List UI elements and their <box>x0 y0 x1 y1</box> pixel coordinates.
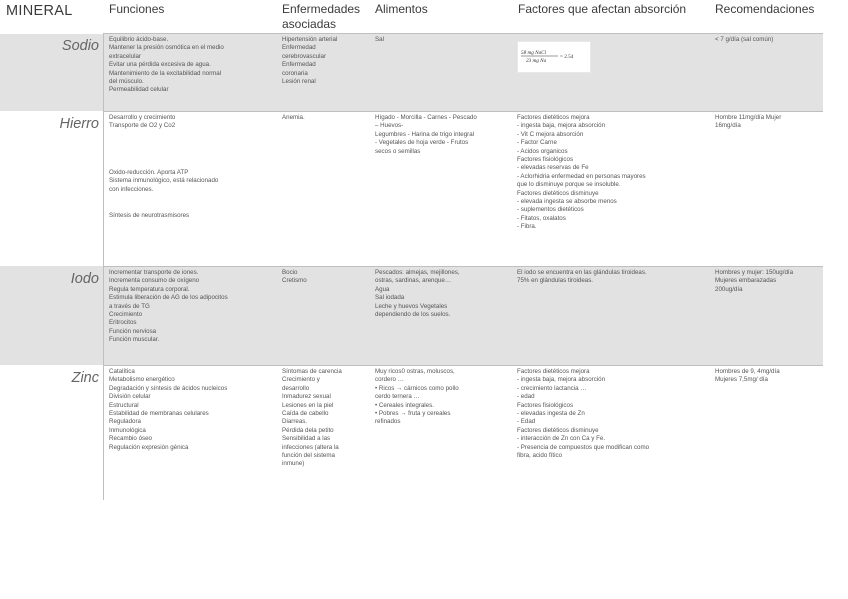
zinc-funciones-line: Metabolismo energético <box>109 376 175 384</box>
header-enfermedades-line2: asociadas <box>282 17 337 31</box>
mineral-label-hierro: Hierro <box>59 116 99 132</box>
sodio-recomendaciones-line: < 7 g/día (sal común) <box>715 36 774 43</box>
zinc-alimentos-line: cerdo ternera … <box>375 393 420 401</box>
zinc-factores-line: - Presencia de compuestos que modifican como <box>517 443 650 451</box>
zinc-enfermedades-line: Crecimiento y <box>282 376 320 384</box>
hierro-factores-line: Factores dietéticos mejora <box>517 114 590 121</box>
hierro-alimentos-line: secos o semillas <box>375 147 421 155</box>
zinc-funciones-line: Recambio óseo <box>109 435 152 443</box>
iodo-alimentos-line: dependiendo de los suelos. <box>375 311 451 319</box>
iodo-factores-line: 75% en glándulas tiroideas. <box>517 277 594 285</box>
hierro-funciones-b <box>109 169 218 194</box>
iodo-funciones-line: Incrementa consumo de oxígeno <box>109 277 200 285</box>
hierro-factores-line: Factores fisiológicos <box>517 156 574 164</box>
zinc-factores-line: - elevadas ingesta de Zn <box>517 410 585 418</box>
iodo-funciones-line: Crecimiento <box>109 311 143 319</box>
zinc-alimentos-line: • Cereales integrales. <box>375 401 434 409</box>
sodio-enfermedades-line: cerebrovascular <box>282 52 327 60</box>
hierro-factores-line: Factores dietéticos disminuye <box>517 189 599 197</box>
formula-numerator: 58 mg NaCl <box>521 50 547 56</box>
iodo-factores-line: El iodo se encuentra en las glándulas tiroideas. <box>517 269 647 276</box>
row-divider <box>103 266 823 267</box>
iodo-funciones-line: Estimula liberación de AG de los adipocitos <box>109 294 228 302</box>
sodio-enfermedades-line: Enfermedad <box>282 61 316 69</box>
zinc-funciones-line: Estabilidad de membranas celulares <box>109 410 209 418</box>
formula-denominator: 23 mg Na <box>526 58 547 64</box>
sodio-recomendaciones <box>715 36 773 44</box>
iodo-factores <box>517 269 647 286</box>
hierro-alimentos-line: - Vegetales de hoja verde - Frutos <box>375 139 469 147</box>
mineral-label-zinc: Zinc <box>71 370 99 386</box>
mineral-label-iodo: Iodo <box>70 271 99 287</box>
hierro-factores-line: - elevada ingesta se absorbe menos <box>517 198 617 206</box>
hierro-alimentos <box>375 114 477 156</box>
zinc-enfermedades-line: inmune) <box>282 460 305 468</box>
hierro-factores-line: - Aclorhidria enfermedad en personas mayores <box>517 172 646 180</box>
iodo-recomendaciones-line: 200ug/día <box>715 285 743 293</box>
sodio-enfermedades-line: coronaria <box>282 69 308 77</box>
zinc-factores-line: - ingesta baja, mejora absorción <box>517 376 606 384</box>
sodio-formula-image <box>517 41 591 73</box>
zinc-factores-line: Factores dietéticos disminuye <box>517 426 599 434</box>
hierro-funciones-a <box>109 114 175 131</box>
zinc-alimentos-line: • Ricos → cárnicos como pollo <box>375 384 459 392</box>
zinc-funciones-line: Degradación y síntesis de ácidos nucleicos <box>109 384 228 392</box>
sodio-enfermedades-line: Lesión renal <box>282 78 316 86</box>
zinc-factores-line: - crecimiento lactancia … <box>517 384 587 392</box>
hierro-funciones-line: con infecciones. <box>109 185 154 193</box>
hierro-recomendaciones-line: 16mg/día <box>715 122 741 130</box>
hierro-alimentos-line: Legumbres - Harina de trigo integral <box>375 130 475 138</box>
hierro-factores-line: - elevadas reservas de Fe <box>517 164 589 172</box>
iodo-enfermedades-line: Bocio <box>282 269 298 276</box>
iodo-alimentos <box>375 269 460 319</box>
zinc-enfermedades-line: Caída de cabello <box>282 410 329 418</box>
zinc-enfermedades-line: desarrollo <box>282 384 310 392</box>
zinc-enfermedades-line: Lesiones en la piel <box>282 401 334 409</box>
zinc-enfermedades-line: Síntomas de carencia <box>282 368 342 375</box>
iodo-funciones-line: Regula temperatura corporal. <box>109 285 190 293</box>
sodio-funciones-line: Permeabilidad celular <box>109 86 169 94</box>
mineral-label-sodio: Sodio <box>61 38 99 54</box>
zinc-alimentos-line: Muy ricos0 ostras, moluscos, <box>375 368 455 375</box>
zinc-funciones-line: Regulación expresión génica <box>109 443 189 451</box>
zinc-funciones-line: División celular <box>109 393 151 401</box>
zinc-factores-line: Factores dietéticos mejora <box>517 368 590 375</box>
hierro-funciones-line: Desarrollo y crecimiento <box>109 114 176 121</box>
sodio-enfermedades-line: Enfermedad <box>282 44 316 52</box>
hierro-funciones-line: Síntesis de neurotrasmisores <box>109 212 190 219</box>
zinc-enfermedades-line: infecciones (altera la <box>282 443 339 451</box>
hierro-funciones-line: Transporte de O2 y Co2 <box>109 122 176 130</box>
zinc-alimentos-line: cordero … <box>375 376 404 384</box>
hierro-funciones-line: Sistema inmunológico, está relacionado <box>109 177 219 185</box>
hierro-factores-line: - ingesta baja, mejora absorción <box>517 122 606 130</box>
zinc-alimentos-line: refinados <box>375 418 401 426</box>
header-recomendaciones: Recomendaciones <box>715 2 815 16</box>
iodo-funciones-line: Función muscular. <box>109 336 160 344</box>
iodo-alimentos-line: Leche y huevos Vegetales <box>375 302 448 310</box>
zinc-enfermedades-line: Inmadurez sexual <box>282 393 331 401</box>
zinc-factores <box>517 368 649 460</box>
iodo-funciones-line: Eritrocitos <box>109 319 137 327</box>
sodio-enfermedades <box>282 36 337 86</box>
zinc-recomendaciones-line: Mujeres 7,5mg/ día <box>715 376 768 384</box>
zinc-funciones <box>109 368 227 452</box>
hierro-recomendaciones-line: Hombre 11mg/día Mujer <box>715 114 782 121</box>
zinc-factores-line: - Edad <box>517 418 536 426</box>
zinc-enfermedades-line: función del sistema <box>282 452 335 460</box>
sodio-alimentos <box>375 36 384 44</box>
hierro-enfermedades-line: Anemia. <box>282 114 305 121</box>
zinc-enfermedades-line: Sensibilidad a las <box>282 435 331 443</box>
hierro-funciones-line: Oxido-reducción. Aporta ATP <box>109 169 189 176</box>
hierro-alimentos-line: – Huevos- <box>375 122 404 130</box>
zinc-factores-line: fibra, acido fítico <box>517 452 563 460</box>
iodo-funciones-line: a través de TG <box>109 302 150 310</box>
header-alimentos: Alimentos <box>375 2 428 16</box>
sodio-alimentos-line: Sal <box>375 36 384 43</box>
sodio-funciones-line: del músculo. <box>109 78 144 86</box>
zinc-alimentos-line: • Pobres → fruta y cereales <box>375 410 451 418</box>
zinc-alimentos <box>375 368 459 427</box>
hierro-factores-line: - Factor Carne <box>517 139 557 147</box>
hierro-alimentos-line: Hígado - Morcilla - Carnes - Pescado <box>375 114 477 121</box>
iodo-alimentos-line: Sal iodada <box>375 294 405 302</box>
header-enfermedades <box>282 2 360 32</box>
iodo-alimentos-line: Agua <box>375 285 390 293</box>
hierro-factores <box>517 114 646 232</box>
zinc-factores-line: - edad <box>517 393 535 401</box>
sodio-funciones-line: Equilibrio ácido-base. <box>109 36 169 43</box>
zinc-recomendaciones-line: Hombres de 9, 4mg/día <box>715 368 780 375</box>
header-mineral: MINERAL <box>6 3 73 19</box>
row-divider <box>103 33 823 34</box>
zinc-enfermedades <box>282 368 342 469</box>
hierro-recomendaciones <box>715 114 781 131</box>
row-divider <box>103 365 823 366</box>
hierro-factores-line: - Fitatos, oxalatos <box>517 214 566 222</box>
sodio-funciones-line: extracelular <box>109 52 141 60</box>
header-enfermedades-line1: Enfermedades <box>282 2 361 16</box>
header-funciones: Funciones <box>109 2 165 16</box>
sodio-enfermedades-line: Hipertensión arterial <box>282 36 338 43</box>
sodio-funciones-line: Mantener la presión osmótica en el medio <box>109 44 224 52</box>
row-divider <box>103 111 823 112</box>
zinc-funciones-line: Estructural <box>109 401 139 409</box>
header-factores: Factores que afectan absorción <box>518 2 687 16</box>
iodo-recomendaciones-line: Mujeres embarazadas <box>715 277 777 285</box>
iodo-funciones-line: Incrementar transporte de iones. <box>109 269 199 276</box>
iodo-alimentos-line: Pescados: almejas, mejillones, <box>375 269 460 276</box>
iodo-recomendaciones-line: Hombres y mujer: 150ug/día <box>715 269 794 276</box>
sodio-funciones <box>109 36 224 95</box>
zinc-recomendaciones <box>715 368 780 385</box>
hierro-funciones-c <box>109 212 189 220</box>
sodio-funciones-line: Mantenimiento de la excitabilidad normal <box>109 69 222 77</box>
zinc-funciones-line: Reguladora <box>109 418 141 426</box>
zinc-enfermedades-line: Pérdida dela petito <box>282 426 334 434</box>
zinc-funciones-line: Catalítica <box>109 368 135 375</box>
hierro-factores-line: - Fibra. <box>517 223 537 231</box>
iodo-enfermedades-line: Cretismo <box>282 277 307 285</box>
hierro-factores-line: - Vit C mejora absorción <box>517 130 584 138</box>
zinc-enfermedades-line: Diarreas. <box>282 418 308 426</box>
iodo-funciones-line: Función nerviosa <box>109 327 157 335</box>
iodo-recomendaciones <box>715 269 793 294</box>
formula-result: = 2.54 <box>560 54 574 60</box>
hierro-factores-line: que lo disminuye porque se insoluble. <box>517 181 621 189</box>
hierro-factores-line: - suplementos dietéticos <box>517 206 584 214</box>
zinc-factores-line: - interacción de Zn con Ca y Fe. <box>517 435 606 443</box>
zinc-funciones-line: Inmunológica <box>109 426 146 434</box>
hierro-enfermedades <box>282 114 305 122</box>
sodio-funciones-line: Evitar una pérdida excesiva de agua. <box>109 61 211 69</box>
iodo-alimentos-line: ostras, sardinas, arenque… <box>375 277 452 285</box>
iodo-funciones <box>109 269 228 345</box>
zinc-factores-line: Factores fisiológicos <box>517 401 574 409</box>
hierro-factores-line: - Acidos organicos <box>517 147 568 155</box>
iodo-enfermedades <box>282 269 307 286</box>
